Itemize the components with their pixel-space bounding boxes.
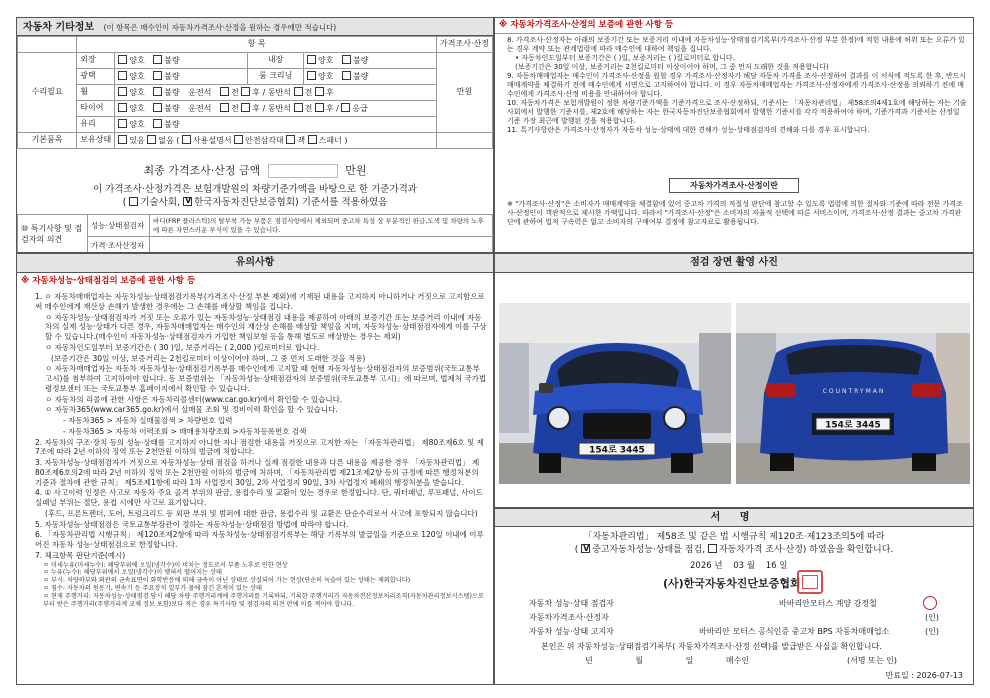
photo-header: 점검 장면 촬영 사진 bbox=[495, 254, 973, 273]
tire-passenger-front-checkbox[interactable] bbox=[294, 103, 303, 112]
wheel-bad-label: 불량 bbox=[164, 87, 180, 97]
notes-subtitle: ※ 자동차성능·상태점검의 보증에 관한 사항 등 bbox=[21, 276, 196, 286]
issuing-org-name: (사)한국자동차진단보증협회 bbox=[663, 577, 801, 590]
wheel-passenger-rear-checkbox[interactable] bbox=[315, 87, 324, 96]
price-guarantee-title: ※ 자동차가격조사·산정의 보증에 관한 사항 등 bbox=[495, 18, 973, 34]
other-info-table: 항 목 가격조사·산정 수리필요 외장 양호 불량 내장 양호 불량 만원 광택 양호 불량 룸 크리닝 양호 불량 휠 양호 불량 운전석 전 후 / 동반석 전 후 타이어 양호 불량 운전석 전 후 / 동반석 전 후 / 응급 유리 양호 불량 기본품목 보유상태 있음 없음 ( 사용설명서 안전삼각대 잭 스패너 ) bbox=[17, 36, 493, 149]
org-seal-icon bbox=[797, 570, 823, 594]
basis-line2-tail: ) 기준서를 적용하였음 bbox=[295, 196, 388, 208]
appraiser-seal-text: (인) bbox=[925, 613, 939, 622]
possession-yes-checkbox[interactable] bbox=[118, 135, 127, 144]
guarantee-item-8-period: • 자동차인도일부터 보증기간은 ( )일, 보증거리는 ( )킬로미터로 합니다. bbox=[515, 53, 735, 62]
check-criteria-3: ㅇ 부식: 차량하부와 외판의 금속표면이 화학반응에 의해 금속이 아닌 상태로 상실되어 가는 현상(단순히 녹슬어 있는 상태는 제외합니다) bbox=[43, 577, 411, 585]
sign-month-unit: 월 bbox=[746, 561, 756, 571]
receipt-month-unit: 월 bbox=[635, 656, 644, 665]
glass-bad-checkbox[interactable] bbox=[153, 119, 162, 128]
receipt-statement: 본인은 위 자동차성능·상태점검기록부( 자동차가격조사·산정 선택)를 발급받은 사실을 확인합니다. bbox=[541, 642, 882, 651]
col-item-header: 항 목 bbox=[77, 37, 437, 53]
glass-good-checkbox[interactable] bbox=[118, 119, 127, 128]
guarantee-item-11: 11. 특기사항란은 가격조사·산정자가 자동차 성능·상태에 대한 견해가 성능·상태점검자의 견해와 다를 경우 표시합니다. bbox=[507, 125, 870, 134]
sign-month: 03 bbox=[733, 561, 745, 571]
wheel-label: 휠 bbox=[77, 85, 115, 101]
gloss-bad-checkbox[interactable] bbox=[153, 71, 162, 80]
notifier-seal-text: (인) bbox=[925, 627, 939, 636]
notifier-name: 바바리안 모터스 공식인증 중고차 BPS 자동차매매업소 bbox=[699, 627, 890, 636]
signature-line2-paren: ( bbox=[574, 544, 579, 555]
notes-header: 유의사항 bbox=[17, 254, 493, 273]
room-cleaning-good-checkbox[interactable] bbox=[307, 71, 316, 80]
tire-passenger-rear-label: 후 bbox=[325, 103, 334, 113]
other-info-header bbox=[17, 18, 493, 36]
appraisal-definition-title bbox=[669, 178, 799, 193]
vehicle-other-info-panel bbox=[16, 17, 494, 253]
check-criteria-5: ㅇ 현재 주행거리: 자동차성능·상태점검 당시 해당 차량 주행거리계에 주행거리를 기록하되, 기록한 주행거리가 자동차전산정보처리조직(자동차관리정보시스템)으로부터 받은 주행거리(주행거리계 교체 정보 포함)보다 적은 경우 특기사항 및 점검자의 의견 란에 이를 적어야 합니다. bbox=[43, 593, 484, 609]
gloss-good-checkbox[interactable] bbox=[118, 71, 127, 80]
rear-plate-text: 154로 3445 bbox=[825, 420, 881, 431]
appraisal-definition-title-text: 자동차가격조사·산정이란 bbox=[689, 181, 779, 190]
tire-passenger-front-label: 전 bbox=[304, 103, 313, 113]
repair-needed-label: 수리필요 bbox=[18, 53, 77, 133]
room-cleaning-good-label: 양호 bbox=[318, 71, 334, 81]
rear-photo bbox=[736, 303, 970, 484]
wheel-driver-front-label: 전 bbox=[231, 87, 239, 97]
signature-header: 서 명 bbox=[495, 509, 973, 527]
wheel-driver-front-checkbox[interactable] bbox=[220, 87, 229, 96]
issuing-org bbox=[663, 577, 801, 591]
sign-year: 2026 bbox=[690, 561, 712, 571]
spanner-checkbox[interactable] bbox=[308, 135, 317, 144]
basis-tech-checkbox[interactable] bbox=[129, 197, 138, 206]
used-car-inspection-checkbox[interactable] bbox=[581, 544, 590, 553]
basis-line1: 이 가격조사·산정가격은 보험개발원의 차량기준가액을 바탕으로 한 기준가격과 bbox=[93, 184, 417, 195]
guarantee-item-10: 10. 자동차가격은 보험개발원이 정한 차량기준가액을 기준가격으로 조사·산정하되, 기준서는 「자동차관리법」 제58조의4제1호에 해당하는 자는 기술사회에서 발행한 기준서를, 제2호에 해당하는 자는 한국자동차진단보증협회에서 발행한 기준서를 각각 적용하여야 하며, 기준가격과 기준서는 산정일 기준 가장 최근에 발행된 것을 적용합니다. bbox=[507, 98, 967, 125]
signer-row-inspector bbox=[529, 597, 943, 611]
basis-line2: ( 기술사회, V한국자동차진단보증협회) 기준서를 적용하였음 bbox=[17, 197, 493, 210]
other-info-title: 자동차 기타정보 bbox=[23, 22, 95, 33]
check-criteria-1: ㅇ 미세누유(미세누수): 해당부위에 오일(냉각수)이 비치는 정도로서 부품 노후로 인한 현상 bbox=[43, 561, 288, 569]
interior-bad-label: 불량 bbox=[353, 55, 369, 65]
basis-kada-checkbox[interactable] bbox=[183, 197, 192, 206]
note-1-f-sub2: - 자동차365 > 자동차 이력조회 > 매매용차량조회 >자동차등록번호 검색 bbox=[63, 426, 307, 436]
tire-driver-front-label: 전 bbox=[231, 103, 239, 113]
note-1-c: ㅇ 자동차인도일부터 보증기간은 ( 30 )일, 보증거리는 ( 2,000 )킬로미터로 합니다. bbox=[45, 342, 320, 352]
basis-text bbox=[17, 184, 493, 210]
price-guarantee-panel bbox=[494, 17, 974, 253]
final-price-row bbox=[17, 164, 493, 178]
buyer-sign-text: (서명 또는 인) bbox=[847, 656, 897, 665]
possession-yes-label: 있음 bbox=[129, 135, 145, 145]
sign-year-unit: 년 bbox=[714, 561, 723, 571]
check-criteria-2: ㅇ 누유(누수): 해당부위에서 오일(냉각수)이 맺혀서 떨어지는 상태 bbox=[43, 569, 222, 577]
tire-passenger-label: / 동반석 bbox=[262, 103, 292, 113]
tire-passenger-rear-checkbox[interactable] bbox=[315, 103, 324, 112]
guarantee-item-9: 9. 자동차매매업자는 매수인이 가격조사·산정을 원할 경우 가격조사·산정자가 해당 자동차 가격을 조사·산정하여 결과를 이 서식에 적도록 한 후, 반드시 매매계약을 체결하기 전에 매수인에게 서면으로 고지하여야 합니다. 이 경우 자동차매매업자는 가격조사·산정자에게 가격조사·산정을 의뢰하기 전에 매수인에게 가격조사·산정 비용을 안내하여야 합니다. bbox=[507, 71, 967, 98]
front-car-image bbox=[499, 303, 731, 484]
note-1-f: ㅇ 자동차365(www.car365.go.kr)에서 실매물 조회 및 정비이력 확인을 할 수 있습니다. bbox=[45, 405, 338, 415]
sign-day: 16 bbox=[765, 561, 777, 571]
note-4-detail: (후드, 프론트펜더, 도어, 트렁크리드 등 외판 부위 및 범퍼에 대한 판금, 용접수리 및 교환은 단순수리로서 사고에 포함되지 않습니다) bbox=[45, 508, 478, 518]
price-appraisal-label: 자동차가격 조사·산정) 하였음을 확인합니다. bbox=[718, 544, 894, 555]
signature-statement-line1: 「자동차관리법」 제58조 및 같은 법 시행규칙 제120조·제123조의5에 따라 bbox=[583, 532, 885, 542]
tire-tail-slash: / bbox=[336, 103, 339, 113]
wheel-good-label: 양호 bbox=[129, 87, 145, 97]
note-3: 3. 자동차성능·상태점검자가 거짓으로 자동차성능·상태 점검을 하거나 실제 점검한 내용과 다른 내용을 제공한 경우 「자동차관리법」 제80조제6호의2에 따라 2년 이하의 징역 또는 2천만원 이하의 벌금에 처하며, 「자동차관리법 제21조제2항 등의 규정에 따른 행정처분의 기준과 절차에 관한 규칙」 제5조제1항에 따라 1차 사업정지 30일, 2차 사업정지 90일, 3차 사업정지 폐쇄의 행정처분을 받습니다. bbox=[35, 458, 480, 487]
final-price-input[interactable] bbox=[268, 164, 338, 178]
inspector-label: 자동차 성능·상태 점검자 bbox=[529, 599, 614, 608]
room-cleaning-label: 룸 크리닝 bbox=[248, 69, 304, 85]
triangle-label: 안전삼각대 bbox=[245, 135, 284, 145]
exterior-label: 외장 bbox=[77, 53, 115, 69]
signature-panel bbox=[494, 508, 974, 685]
receipt-date-row bbox=[585, 656, 965, 666]
wheel-passenger-label: / 동반석 bbox=[262, 87, 292, 97]
gloss-good-label: 양호 bbox=[129, 71, 145, 81]
note-2: 2. 자동차의 구조·장치 등의 성능·상태를 고지하지 아니한 자나 점검한 내용을 거짓으로 고지한 자는 「자동차관리법」 제80조제6호 및 제7조에 따라 2년 이하의 징역 또는 2천만원 이하의 벌금에 처합니다. bbox=[35, 437, 484, 457]
wheel-passenger-front-checkbox[interactable] bbox=[294, 87, 303, 96]
room-cleaning-bad-label: 불량 bbox=[353, 71, 369, 81]
tire-good-checkbox[interactable] bbox=[118, 103, 127, 112]
signature-statement-line2 bbox=[495, 544, 973, 557]
tire-driver-rear-checkbox[interactable] bbox=[241, 103, 250, 112]
wheel-driver-label: 운전석 bbox=[188, 87, 212, 97]
basic-items-label: 기본품목 bbox=[18, 133, 77, 149]
manual-checkbox[interactable] bbox=[182, 135, 191, 144]
note-1-e: ㅇ 자동차의 리콜에 관한 사항은 자동차리콜센터(www.car.go.kr)에서 확인할 수 있습니다. bbox=[45, 394, 343, 404]
wheel-passenger-front-label: 전 bbox=[304, 87, 313, 97]
gloss-label: 광택 bbox=[77, 69, 115, 85]
note-1-d: ㅇ 자동차매매업자는 자동차 자동차성능·상태점검기록부를 매수인에게 고지할 때 현행 자동차성능·상태점검자의 보증범위(국토교통부 고시)를 첨부하여 고지하여야 합니다. 동 보증범위는 「자동차성능·상태점검자의 보증범위(국토교통부 고시)」에 따르며, 법제처 국가법령정보센터 또는 국토교통부 홈페이지에서 확인할 수 있습니다. bbox=[45, 364, 487, 393]
gloss-bad-label: 불량 bbox=[164, 71, 180, 81]
tire-bad-label: 불량 bbox=[164, 103, 180, 113]
note-1-f-sub1: - 자동차365 > 자동차 실매물검색 > 차량번호 입력 bbox=[63, 416, 233, 426]
perf-inspector-note: 바디(FRP 플라스틱)의 탈부착 가능 부품은 점검사항에서 제외되며 중고차 특성 상 부분적인 판금,도색 및 차량의 노후에 따른 자연스러운 부식이 있을 수 있습니다. bbox=[150, 215, 493, 237]
tire-emergency-checkbox[interactable] bbox=[341, 103, 350, 112]
used-car-inspection-label: 중고자동차성능·상태를 점검, bbox=[592, 544, 706, 555]
glass-label: 유리 bbox=[77, 117, 115, 133]
notes-list bbox=[17, 290, 493, 561]
price-appraiser-label: 가격·조사산정자 bbox=[88, 237, 150, 254]
possession-no-label: 없음 bbox=[158, 135, 174, 145]
price-won-label: 만원 bbox=[437, 53, 493, 133]
wheel-driver-rear-label: 후 bbox=[252, 87, 261, 97]
exterior-good-checkbox[interactable] bbox=[118, 55, 127, 64]
check-criteria-list bbox=[17, 562, 493, 610]
interior-good-label: 양호 bbox=[318, 55, 334, 65]
tire-good-label: 양호 bbox=[129, 103, 145, 113]
buyer-label: 매수인 bbox=[725, 656, 750, 665]
price-appraiser-note[interactable] bbox=[150, 237, 493, 254]
wheel-bad-checkbox[interactable] bbox=[153, 87, 162, 96]
wheel-good-checkbox[interactable] bbox=[118, 87, 127, 96]
tire-emergency-label: 응급 bbox=[352, 103, 368, 113]
notifier-label: 자동차 성능·상태 고지자 bbox=[529, 627, 614, 636]
note-1-c-detail: (보증기간은 30일 이상, 보증거리는 2천킬로미터 이상이어야 하며, 그 중 먼저 도래한 것을 적용) bbox=[51, 353, 366, 363]
manual-label: 사용설명서 bbox=[192, 135, 232, 145]
final-price-label: 최종 가격조사·산정 금액 bbox=[143, 164, 261, 177]
other-info-note: (이 항목은 매수인이 자동차가격조사·산정을 원하는 경우에만 적습니다) bbox=[103, 23, 337, 32]
expiry-date: 만료일 : 2026-07-13 bbox=[885, 671, 963, 680]
wheel-driver-rear-checkbox[interactable] bbox=[241, 87, 250, 96]
rear-car-image bbox=[736, 303, 970, 484]
sign-day-unit: 일 bbox=[779, 561, 788, 571]
guarantee-item-8: 8. 가격조사·산정자는 아래의 보증기간 또는 보증거리 이내에 자동차성능·상태점검기록부(가격조사·산정 부분 한정)에 적힌 내용에 허위 또는 오류가 있는 경우 계약 또는 관계법령에 따라 매수인에 대하여 책임을 집니다. bbox=[507, 36, 965, 53]
photo-panel bbox=[494, 253, 974, 508]
possession-no-checkbox[interactable] bbox=[147, 135, 156, 144]
note-5: 5. 자동차성능·상태점검은 국토교통부장관이 정하는 자동차성능·상태점검 방법에 따라야 합니다. bbox=[35, 519, 349, 529]
signature-date bbox=[690, 561, 787, 572]
basis-tech-label: 기술사회 bbox=[140, 196, 178, 208]
special-notes-table bbox=[17, 214, 493, 253]
wheel-passenger-rear-label: 후 bbox=[325, 87, 334, 97]
appraisal-definition-text: ※ "가격조사·산정"은 소비자가 매매계약을 체결함에 있어 중고차 가격의 적절성 판단에 참고할 수 있도록 법령에 의한 절차와 기준에 따라 전문 가격조사·산정인이 객관적으로 제시한 가액입니다. 따라서 "가격조사·산정"은 소비자의 자율적 선택에 따른 서비스이며, 가격조사·산정 결과는 중고차 가격판단에 관하여 법적 구속력은 없고 소비자의 구매여부 결정에 참고자료로 활용됩니다. bbox=[507, 200, 963, 226]
appraiser-label: 자동차가격조사·산정자 bbox=[529, 613, 609, 622]
note-1-a: 1. ㅇ 자동차매매업자는 자동차성능·상태점검기록부(가격조사·산정 부분 제외)에 기재된 내용을 고지하지 아니하거나 거짓으로 고지함으로써 매수인에게 재산상 손해가 발생한 경우에는 그 손해를 배상할 책임을 집니다. bbox=[35, 292, 485, 311]
signer-row-appraiser bbox=[529, 611, 943, 625]
glass-bad-label: 불량 bbox=[164, 119, 180, 129]
exterior-good-label: 양호 bbox=[129, 55, 145, 65]
note-4: 4. ① 사고이력 인정은 사고로 자동차 주요 골격 부위의 판금, 용접수리 및 교환이 있는 경우로 한정합니다. 단, 쿼터패널, 루프패널, 사이드실패널 부위는 절단, 용접 시에만 사고로 표기합니다. bbox=[35, 488, 483, 508]
front-plate-text: 154로 3445 bbox=[589, 445, 645, 456]
interior-bad-checkbox[interactable] bbox=[342, 55, 351, 64]
receipt-year-unit: 년 bbox=[585, 656, 593, 665]
signer-list bbox=[529, 597, 943, 639]
spanner-label: 스패너 bbox=[318, 135, 342, 145]
tire-driver-front-checkbox[interactable] bbox=[220, 103, 229, 112]
tire-label: 타이어 bbox=[77, 101, 115, 117]
possession-label: 보유상태 bbox=[77, 133, 115, 149]
rear-badge-text: COUNTRYMAN bbox=[822, 388, 886, 395]
tire-driver-label: 운전석 bbox=[188, 103, 212, 113]
inspector-name: 바바리안모터스 계양 강정철 bbox=[779, 599, 877, 608]
check-criteria-4: ㅇ 침수: 자동차의 원동기, 변속기 등 주요장치 일부가 물에 잠긴 흔적이 있는 상태 bbox=[43, 585, 262, 593]
glass-good-label: 양호 bbox=[129, 119, 145, 129]
interior-label: 내장 bbox=[248, 53, 304, 69]
notes-panel bbox=[16, 253, 494, 685]
note-1-b: ㅇ 자동차성능·상태점검자가 거짓 또는 오류가 있는 자동차성능·상태점검 내용을 제공하여 아래의 보증기간 또는 보증거리 이내에 자동차의 실제 성능·상태가 다른 경우, 자동차매매업자는 매수인의 재산상 손해를 배상할 책임을 지며, 자동차성능·상태점검자에게 이를 구상할 수 있습니다.(매수인이 자동차성능·상태점검자가 가입한 책임보험 등을 통해 별도로 배상받는 경우는 제외) bbox=[45, 312, 487, 342]
col-price-header: 가격조사·산정 bbox=[437, 37, 493, 53]
final-price-unit: 만원 bbox=[345, 164, 367, 177]
perf-inspector-label: 성능·상태점검자 bbox=[88, 215, 150, 237]
exterior-bad-label: 불량 bbox=[164, 55, 180, 65]
front-photo bbox=[499, 303, 731, 484]
note-6: 6. 「자동차관리법 시행규칙」 제120조제2항에 따라 자동차성능·상태점검기록부는 해당 기록부의 발급일을 기준으로 120일 이내에 이루어진 자동차 성능·상태점검으로 한정합니다. bbox=[35, 530, 484, 550]
inspector-seal-icon bbox=[923, 596, 937, 610]
note-7: 7. 체크항목 판단기준(예시) bbox=[35, 550, 126, 560]
jack-checkbox[interactable] bbox=[286, 135, 295, 144]
tire-bad-checkbox[interactable] bbox=[153, 103, 162, 112]
basis-kada-label: 한국자동차진단보증협회 bbox=[194, 196, 296, 208]
triangle-checkbox[interactable] bbox=[234, 135, 243, 144]
price-appraisal-checkbox[interactable] bbox=[708, 544, 717, 553]
room-cleaning-bad-checkbox[interactable] bbox=[342, 71, 351, 80]
exterior-bad-checkbox[interactable] bbox=[153, 55, 162, 64]
price-guarantee-items bbox=[495, 34, 973, 134]
guarantee-item-8-note: (보증기간은 30일 이상, 보증거리는 2천킬로미터 이상이어야 하며, 그 중 먼저 도래한 것을 적용합니다) bbox=[515, 62, 829, 71]
signer-row-notifier bbox=[529, 625, 943, 639]
signature-statement bbox=[495, 531, 973, 556]
tire-driver-rear-label: 후 bbox=[252, 103, 261, 113]
special-notes-label: ⑩ 특기사항 및 점검자의 의견 bbox=[18, 215, 88, 254]
interior-good-checkbox[interactable] bbox=[307, 55, 316, 64]
jack-label: 잭 bbox=[297, 135, 306, 145]
receipt-day-unit: 일 bbox=[685, 656, 694, 665]
